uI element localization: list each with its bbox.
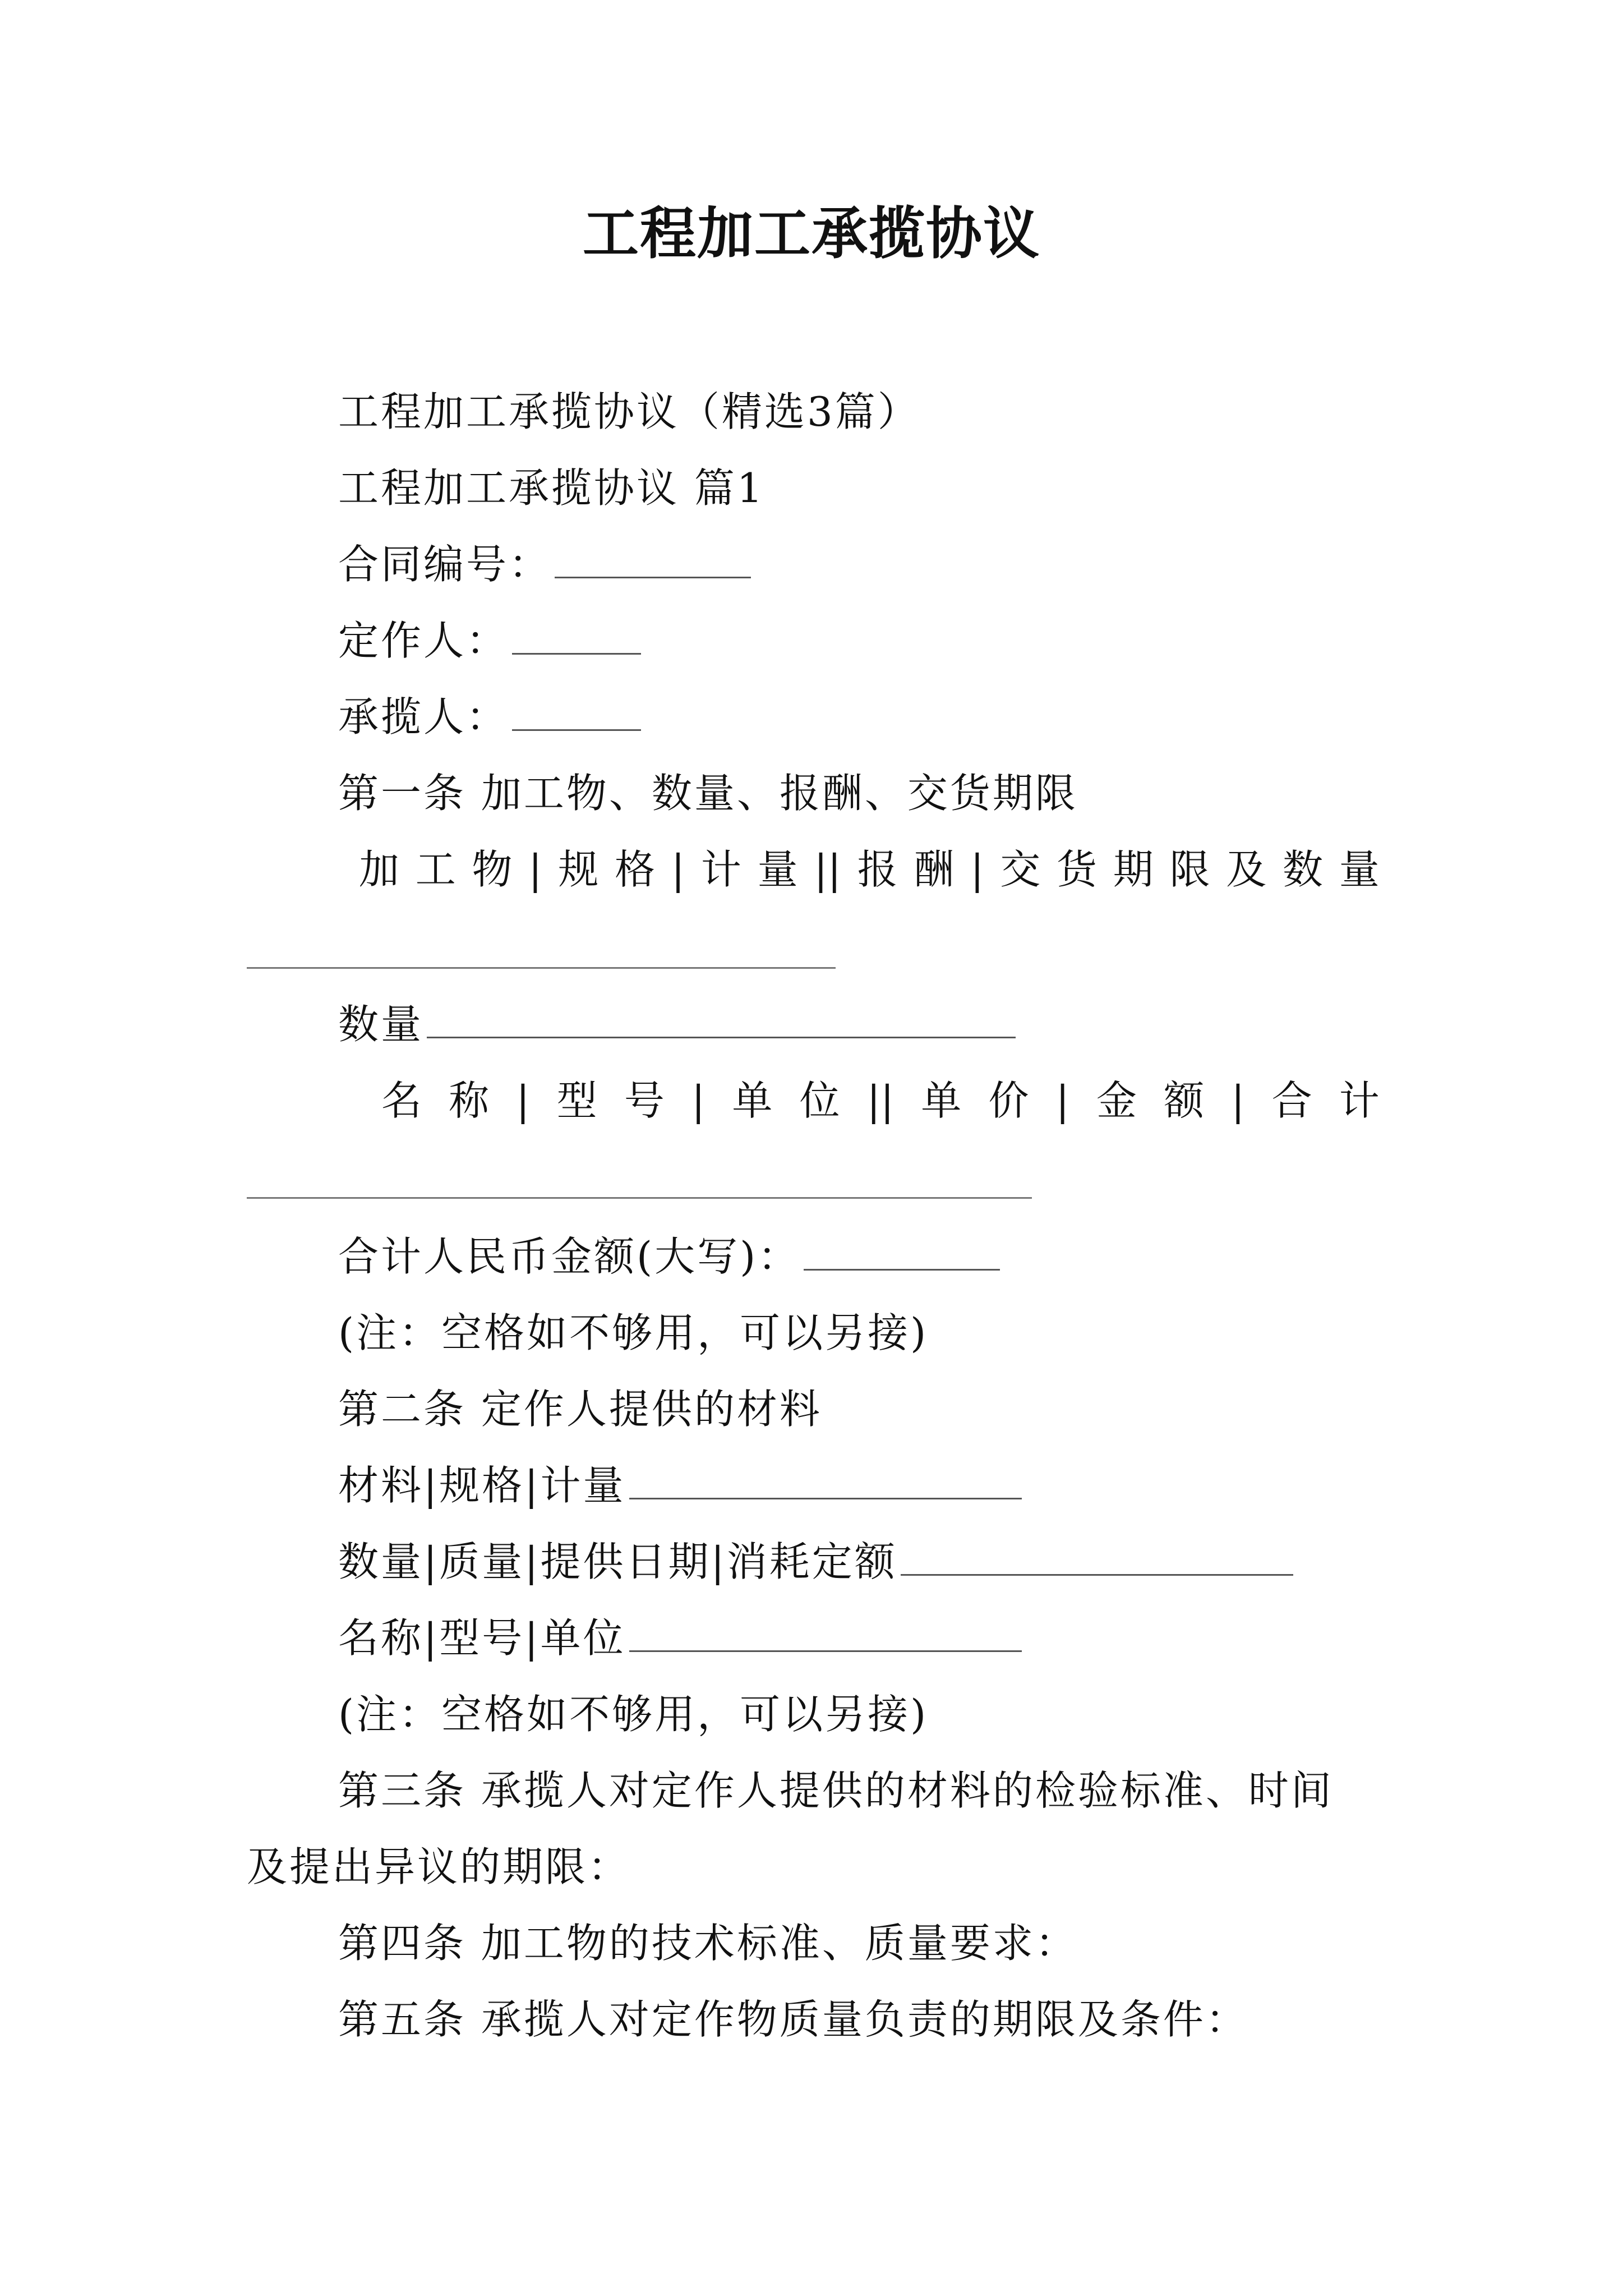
header-char: 量: [1339, 846, 1380, 893]
article-5: 第五条 承揽人对定作物质量负责的期限及条件：: [338, 1996, 1248, 2043]
article-2: 第二条 定作人提供的材料: [338, 1386, 822, 1433]
header-char: 位: [799, 1077, 840, 1124]
materials-row-1: [338, 1457, 1022, 1513]
header-char: 加: [359, 846, 400, 893]
ordering-party-blank: [512, 618, 641, 655]
article-3: 第三条 承揽人对定作人提供的材料的检验标准、时间: [338, 1767, 1334, 1814]
materials-row-3-text: 名称|型号|单位: [338, 1614, 626, 1662]
contract-number-line: [338, 536, 751, 592]
materials-row-2-blank: [901, 1539, 1293, 1576]
header-char: 物: [472, 846, 513, 893]
table-row-2-rule: [247, 1197, 1032, 1199]
materials-row-2-text: 数量|质量|提供日期|消耗定额: [338, 1538, 897, 1585]
materials-row-3-blank: [629, 1616, 1022, 1652]
header-char: 型: [556, 1077, 597, 1124]
header-separator: ||: [866, 1077, 895, 1124]
table-row-1-rule: [247, 967, 836, 969]
materials-row-1-text: 材料|规格|计量: [338, 1462, 626, 1509]
contract-number-blank: [555, 542, 751, 578]
header-char: 合: [1271, 1077, 1312, 1124]
contractor-line: [338, 689, 641, 745]
article-1: 第一条 加工物、数量、报酬、交货期限: [338, 770, 1078, 817]
total-rmb-line: [338, 1228, 1000, 1285]
header-char: 数: [1283, 846, 1324, 893]
materials-row-2: [338, 1534, 1293, 1590]
header-char: 交: [1000, 846, 1041, 893]
quantity-line: [338, 996, 1016, 1052]
subtitle: 工程加工承揽协议（精选3篇）: [338, 388, 920, 435]
quantity-blank: [427, 1002, 1016, 1038]
materials-row-1-blank: [629, 1463, 1022, 1499]
document-title: 工程加工承揽协议: [583, 200, 1040, 266]
header-char: 价: [988, 1077, 1029, 1124]
article-3-continued: 及提出异议的期限：: [247, 1843, 631, 1890]
header-char: 期: [1113, 846, 1154, 893]
header-char: 名: [381, 1077, 422, 1124]
contract-number-label: 合同编号：: [338, 541, 552, 588]
part1-heading: 工程加工承揽协议 篇1: [338, 464, 765, 512]
header-char: 称: [449, 1077, 490, 1124]
header-separator: |: [691, 1077, 706, 1124]
header-char: 计: [700, 846, 741, 893]
quantity-label: 数量: [338, 1001, 424, 1048]
header-char: 货: [1056, 846, 1097, 893]
total-rmb-blank: [804, 1234, 1000, 1271]
header-char: 规: [558, 846, 599, 893]
header-char: 计: [1339, 1077, 1380, 1124]
header-separator: |: [1055, 1077, 1069, 1124]
header-char: 金: [1096, 1077, 1137, 1124]
header-char: 限: [1169, 846, 1210, 893]
header-char: 号: [624, 1077, 665, 1124]
ordering-party-label: 定作人：: [338, 617, 509, 664]
materials-row-3: [338, 1610, 1022, 1666]
header-char: 及: [1226, 846, 1267, 893]
note-1: (注：空格如不够用，可以另接): [338, 1309, 929, 1356]
header-char: 单: [732, 1077, 773, 1124]
header-separator: |: [671, 846, 685, 893]
table-header-row-2: [381, 1073, 1380, 1129]
note-2: (注：空格如不够用，可以另接): [338, 1691, 929, 1738]
header-separator: |: [970, 846, 984, 893]
ordering-party-line: [338, 613, 641, 669]
header-char: 工: [415, 846, 456, 893]
header-char: 报: [857, 846, 898, 893]
contractor-label: 承揽人：: [338, 693, 509, 740]
header-separator: ||: [814, 846, 841, 893]
total-rmb-label: 合计人民币金额(大写)：: [338, 1233, 801, 1280]
header-char: 量: [757, 846, 798, 893]
article-4: 第四条 加工物的技术标准、质量要求：: [338, 1920, 1078, 1967]
header-separator: |: [516, 1077, 530, 1124]
table-header-row-1: [359, 841, 1380, 898]
header-separator: |: [528, 846, 542, 893]
header-char: 酬: [914, 846, 955, 893]
header-separator: |: [1231, 1077, 1245, 1124]
header-char: 额: [1164, 1077, 1205, 1124]
header-char: 单: [921, 1077, 962, 1124]
contractor-blank: [512, 694, 641, 731]
header-char: 格: [615, 846, 656, 893]
